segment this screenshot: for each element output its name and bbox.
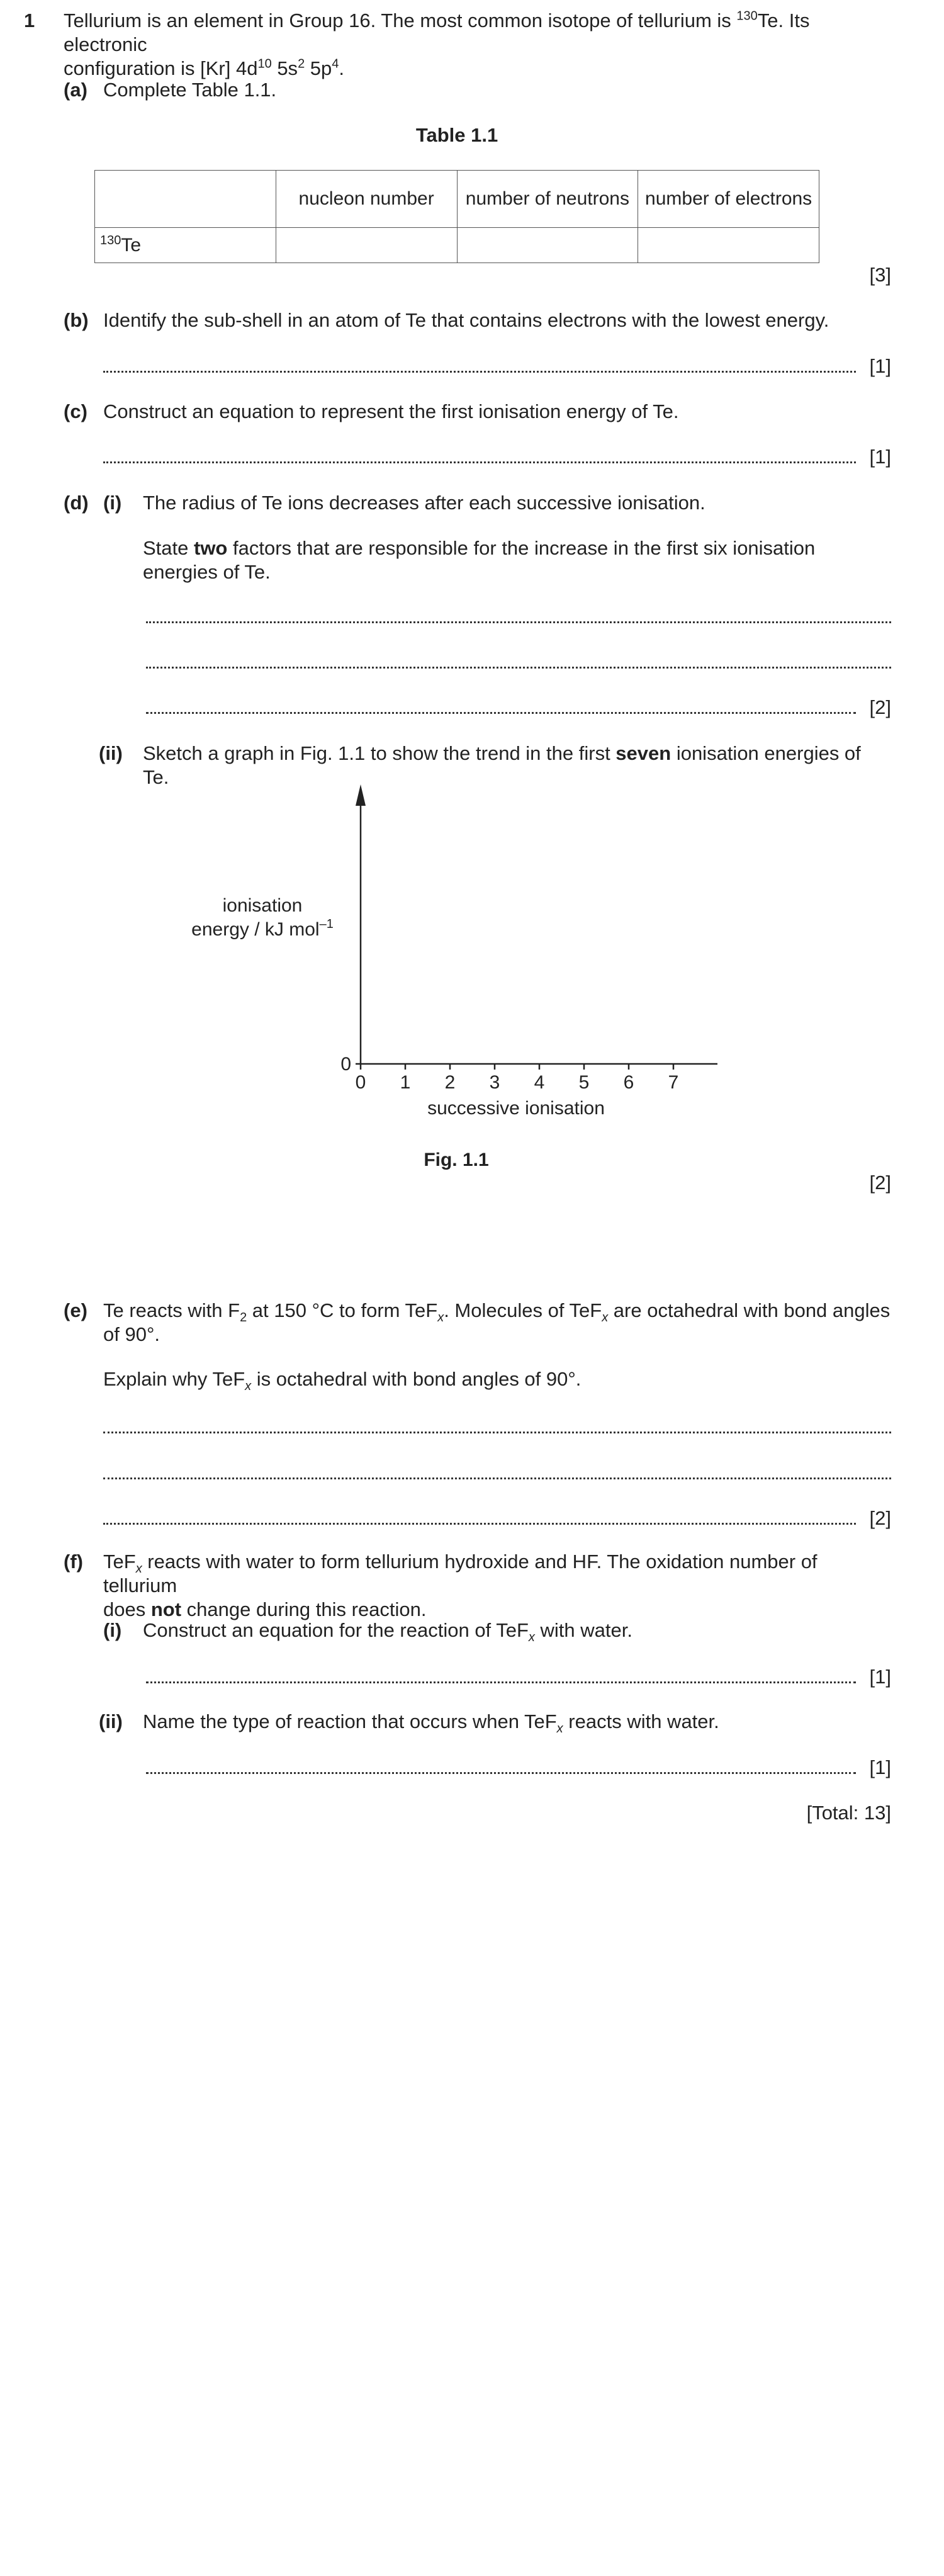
part-b-mark: [1] bbox=[869, 355, 891, 377]
answer-line-f-ii[interactable] bbox=[146, 1772, 856, 1774]
part-b-text: Identify the sub-shell in an atom of Te that contains electrons with the lowest energy. bbox=[103, 309, 829, 331]
part-f-i-label: (i) bbox=[103, 1619, 122, 1641]
y-axis-label-line1: ionisation bbox=[222, 895, 303, 916]
part-f-i-text: Construct an equation for the reaction of TeF$_x$ with water. bbox=[143, 1619, 632, 1645]
part-d-i-mark: [2] bbox=[869, 696, 891, 718]
part-e-explain: Explain why TeF$_x$ is octahedral with bond angles of 90°. bbox=[103, 1368, 582, 1394]
x-tick-label-3: 3 bbox=[489, 1072, 500, 1093]
table-title: Table 1.1 bbox=[415, 124, 498, 146]
part-f-text bbox=[103, 1550, 891, 1622]
figure-title: Fig. 1.1 bbox=[424, 1150, 489, 1170]
x-tick-label-4: 4 bbox=[534, 1072, 545, 1093]
answer-line-e-2[interactable] bbox=[103, 1477, 891, 1479]
table-row-label: $^{130}$Te bbox=[95, 228, 276, 263]
total-marks: [Total: 13] bbox=[806, 1802, 891, 1824]
x-axis-label: successive ionisation bbox=[427, 1098, 605, 1119]
part-e-line-2: of 90°. bbox=[103, 1323, 160, 1345]
y-tick-label-0: 0 bbox=[340, 1054, 351, 1075]
part-d-i-state: State two factors that are responsible for the increase in the first six ionisation energies of Te. bbox=[143, 537, 816, 583]
part-d-ii-label: (ii) bbox=[99, 742, 123, 764]
sketch-area[interactable] bbox=[368, 794, 717, 1059]
part-f-line-2: does not change during this reaction. bbox=[103, 1598, 427, 1620]
y-axis-arrowhead bbox=[356, 784, 366, 806]
part-d-label: (d) bbox=[64, 492, 89, 514]
part-d-ii-mark: [2] bbox=[869, 1172, 891, 1194]
x-tick-label-0: 0 bbox=[355, 1072, 366, 1093]
part-d-i-label: (i) bbox=[103, 492, 122, 514]
x-ticks bbox=[356, 1064, 679, 1093]
y-axis-label-line2: energy / kJ mol$^{-1}$ bbox=[191, 917, 334, 940]
x-tick-label-6: 6 bbox=[623, 1072, 634, 1093]
part-f-ii-text: Name the type of reaction that occurs when TeF$_x$ reacts with water. bbox=[143, 1710, 719, 1736]
part-c-label: (c) bbox=[64, 400, 87, 422]
answer-line-f-i[interactable] bbox=[146, 1681, 856, 1683]
part-e-mark: [2] bbox=[869, 1507, 891, 1529]
part-f-i-mark: [1] bbox=[869, 1666, 891, 1688]
fig-1-1-graph bbox=[0, 0, 944, 1196]
intro-line-1: Tellurium is an element in Group 16. The most common isotope of tellurium is $^{130}$Te. Its electronic bbox=[64, 9, 810, 55]
answer-line-e-3[interactable] bbox=[103, 1523, 856, 1525]
part-e-text bbox=[103, 1299, 891, 1347]
part-a-label: (a) bbox=[64, 79, 87, 101]
x-tick-label-2: 2 bbox=[444, 1072, 456, 1093]
part-c-mark: [1] bbox=[869, 446, 891, 468]
table-header-nucleon: nucleon number bbox=[276, 171, 457, 228]
part-f-ii-label: (ii) bbox=[99, 1710, 123, 1732]
answer-line-e-1[interactable] bbox=[103, 1432, 891, 1433]
table-header-neutrons: number of neutrons bbox=[457, 171, 638, 228]
part-a-text: Complete Table 1.1. bbox=[103, 79, 277, 101]
part-f-line-1: TeF$_x$ reacts with water to form tellurium hydroxide and HF. The oxidation number of tellurium bbox=[103, 1551, 818, 1596]
part-e-line-1: Te reacts with $F_2$ at 150 °C to form TeF$_x$. Molecules of TeF$_x$ are octahedral with bond angles bbox=[103, 1299, 891, 1325]
part-a-mark: [3] bbox=[869, 264, 891, 286]
table-header-electrons: number of electrons bbox=[638, 171, 819, 228]
part-f-label: (f) bbox=[64, 1551, 83, 1573]
part-e-label: (e) bbox=[64, 1299, 87, 1321]
x-tick-label-7: 7 bbox=[668, 1072, 679, 1093]
question-number: 1 bbox=[24, 9, 35, 31]
part-b-label: (b) bbox=[64, 309, 89, 331]
part-c-text: Construct an equation to represent the first ionisation energy of Te. bbox=[103, 400, 679, 422]
x-tick-label-5: 5 bbox=[578, 1072, 590, 1093]
part-d-ii-text: Sketch a graph in Fig. 1.1 to show the trend in the first seven ionisation energies of Te. bbox=[143, 742, 861, 788]
part-f-ii-mark: [1] bbox=[869, 1756, 891, 1778]
intro-line-2: configuration is [Kr] $4d^{10}$ $5s^2$ $5p^4$. bbox=[64, 57, 345, 79]
part-d-i-text: The radius of Te ions decreases after each successive ionisation. bbox=[143, 492, 705, 514]
x-tick-label-1: 1 bbox=[400, 1072, 411, 1093]
